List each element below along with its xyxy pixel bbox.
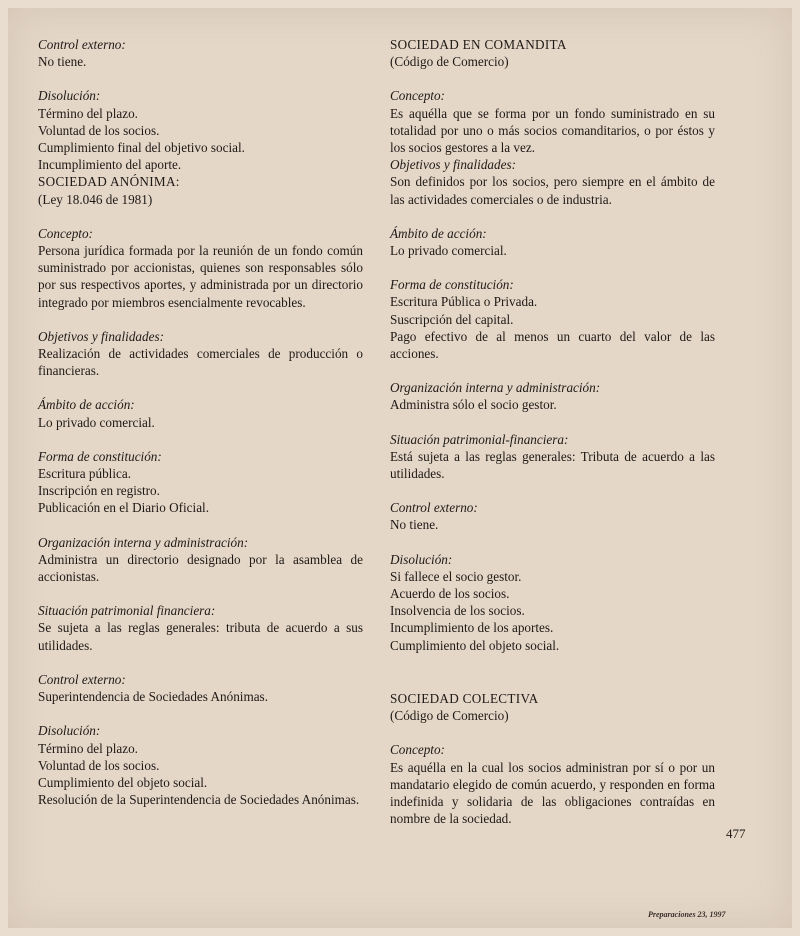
disolucion-section: [38, 87, 363, 207]
situacion-label: Situación patrimonial-financiera:: [390, 431, 569, 447]
concepto-section-2: [390, 741, 715, 827]
list-item: Cumplimiento del objeto social.: [390, 637, 560, 653]
concepto-label: Concepto:: [390, 88, 445, 104]
document-page: [8, 8, 792, 928]
ambito-section: [38, 396, 363, 430]
situacion-section: [38, 602, 363, 654]
objetivos-label: Objetivos y finalidades:: [390, 157, 516, 173]
section-title-sociedad-en-comandita: SOCIEDAD EN COMANDITA: [390, 37, 567, 52]
list-item: Inscripción en registro.: [38, 483, 160, 499]
list-item: Escritura Pública o Privada.: [390, 294, 538, 310]
disolucion-label: Disolución:: [390, 551, 453, 567]
list-item: Cumplimiento del objeto social.: [38, 774, 208, 790]
list-item: Acuerdo de los socios.: [390, 586, 510, 602]
objetivos-label: Objetivos y finalidades:: [38, 328, 164, 344]
code-reference: (Código de Comercio): [390, 54, 509, 70]
list-item: Insolvencia de los socios.: [390, 603, 525, 619]
code-reference: (Código de Comercio): [390, 708, 509, 724]
page-number: 477: [726, 826, 746, 841]
situacion-label: Situación patrimonial financiera:: [38, 603, 216, 619]
list-item: Escritura pública.: [38, 466, 132, 482]
left-column: [38, 36, 363, 825]
objetivos-text: Son definidos por los socios, pero siempre en el ámbito de las actividades comerciales o de industria.: [390, 174, 715, 207]
organizacion-label: Organización interna y administración:: [38, 534, 249, 550]
section-title-sociedad-colectiva: SOCIEDAD COLECTIVA: [390, 690, 539, 706]
forma-section: [38, 448, 363, 517]
list-item: Voluntad de los socios.: [38, 122, 160, 138]
objetivos-text: Realización de actividades comerciales de producción o financieras.: [38, 346, 363, 379]
list-item: Incumplimiento del aporte.: [38, 157, 182, 173]
concepto-section: [38, 225, 363, 311]
list-item: Si fallece el socio gestor.: [390, 568, 522, 584]
concepto-text: Es aquélla en la cual los socios administran por sí o por un mandatario elegido de común acuerdo, y responden en forma indefinida y solidaria de las obligaciones contraídas en nombre de la sociedad.: [390, 759, 715, 827]
ambito-text: Lo privado comercial.: [38, 414, 155, 430]
ambito-section: [390, 225, 715, 259]
control-externo-section-2: [38, 671, 363, 705]
right-column: [390, 36, 715, 844]
disolucion-label: Disolución:: [38, 723, 101, 739]
organizacion-section: [390, 379, 715, 413]
control-externo-section: [390, 499, 715, 533]
colectiva-heading: [390, 690, 715, 724]
situacion-section: [390, 431, 715, 483]
list-item: Término del plazo.: [38, 740, 138, 756]
concepto-text: Persona jurídica formada por la reunión de un fondo común suministrado por accionistas, quienes son responsables sólo por sus respectivos aportes, y administrada por un directorio integrado por miembros esencialmente revocables.: [38, 243, 363, 310]
list-item: Voluntad de los socios.: [38, 757, 160, 773]
organizacion-label: Organización interna y administración:: [390, 380, 601, 396]
ambito-text: Lo privado comercial.: [390, 243, 507, 259]
concepto-section: [390, 87, 715, 156]
footer-citation: Preparaciones 23, 1997: [648, 910, 726, 919]
organizacion-text: Administra un directorio designado por la asamblea de accionistas.: [38, 551, 363, 585]
section-title-sociedad-anonima: SOCIEDAD ANÓNIMA:: [38, 174, 180, 190]
list-item: Incumplimiento de los aportes.: [390, 620, 554, 636]
disolucion-section: [390, 551, 715, 654]
list-item: Suscripción del capital.: [390, 311, 514, 327]
control-externo-text: Superintendencia de Sociedades Anónimas.: [38, 689, 268, 705]
situacion-text: Está sujeta a las reglas generales: Tributa de acuerdo a las utilidades.: [390, 448, 715, 482]
list-item: Cumplimiento final del objetivo social.: [38, 140, 245, 156]
concepto-label: Concepto:: [390, 742, 445, 758]
law-reference: (Ley 18.046 de 1981): [38, 191, 153, 207]
list-item: Término del plazo.: [38, 105, 138, 121]
list-item: Publicación en el Diario Oficial.: [38, 500, 210, 516]
list-item: Resolución de la Superintendencia de Sociedades Anónimas.: [38, 792, 360, 808]
concepto-text: Es aquélla que se forma por un fondo suministrado en su totalidad por uno o más socios comanditarios, o por éstos y los socios gestores a la vez.: [390, 105, 715, 156]
forma-section: [390, 276, 715, 362]
objetivos-section: [390, 156, 715, 208]
control-externo-label: Control externo:: [390, 500, 478, 516]
control-externo-value: No tiene.: [38, 54, 87, 70]
list-item: Pago efectivo de al menos un cuarto del valor de las acciones.: [390, 328, 715, 362]
objetivos-section: [38, 328, 363, 380]
disolucion-label: Disolución:: [38, 88, 101, 104]
organizacion-text: Administra sólo el socio gestor.: [390, 397, 557, 413]
control-externo-label: Control externo:: [38, 37, 126, 52]
forma-label: Forma de constitución:: [38, 448, 162, 464]
concepto-label: Concepto:: [38, 225, 93, 241]
situacion-text: Se sujeta a las reglas generales: tributa de acuerdo a sus utilidades.: [38, 620, 363, 653]
control-externo-text: No tiene.: [390, 517, 439, 533]
ambito-label: Ámbito de acción:: [390, 225, 487, 241]
control-externo-label: Control externo:: [38, 671, 126, 687]
control-externo-section: [38, 36, 363, 70]
ambito-label: Ámbito de acción:: [38, 397, 135, 413]
forma-label: Forma de constitución:: [390, 277, 514, 293]
comandita-heading: [390, 36, 715, 70]
organizacion-section: [38, 534, 363, 586]
disolucion-section-2: [38, 722, 363, 808]
